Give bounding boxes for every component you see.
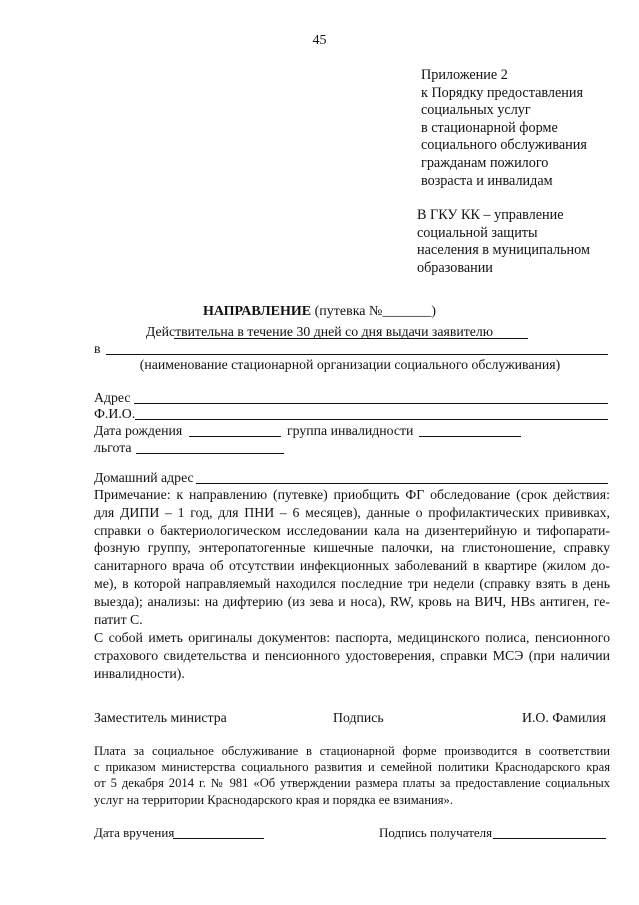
- delivery-date-label: Дата вручения: [94, 825, 175, 840]
- fee-line: услуг на территории Краснодарского края и порядка ее взимания».: [94, 792, 453, 807]
- voucher-number: (путевка №_______): [311, 304, 437, 319]
- organization-field[interactable]: [106, 354, 608, 355]
- fio-field[interactable]: [135, 419, 608, 420]
- appendix-line: в стационарной форме: [421, 119, 558, 136]
- note-line: справки о бактериологическом исследовании кала на дизентерийную и тифопарати-: [94, 522, 610, 538]
- signature-label: Подпись: [333, 710, 384, 725]
- address-label: Адрес: [94, 390, 131, 405]
- addressee-line: В ГКУ КК – управление: [417, 207, 564, 223]
- note-line: Примечание: к направлению (путевке) приобщить ФГ обследование (срок действия:: [94, 487, 610, 502]
- page-number: 45: [312, 33, 327, 48]
- document-title: [0, 303, 639, 320]
- benefit-field[interactable]: [136, 453, 284, 454]
- note-line: выезда); анализы: на дифтерию (из зева и носа), RW, кровь на ВИЧ, HBs антиген, ге-: [94, 593, 610, 609]
- documents-line: инвалидности).: [94, 665, 185, 681]
- documents-paragraph: [94, 629, 610, 682]
- validity-line: Действительна в течение 30 дней со дня выдачи заявителю: [145, 324, 494, 339]
- appendix-line: социальных услуг: [421, 102, 531, 119]
- recipient-sign-label: Подпись получателя: [379, 825, 493, 840]
- appendix-line: социального обслуживания: [421, 137, 587, 154]
- note-line: для ДИПИ – 1 год, для ПНИ – 6 месяцев), данные о профилактических прививках,: [94, 504, 610, 520]
- addressee-line: социальной защиты: [417, 224, 538, 241]
- note-line: ме), в которой направляемый находился последние три недели (справку взять в день: [94, 575, 610, 591]
- appendix-line: к Порядку предоставления: [421, 84, 583, 101]
- appendix-line: гражданам пожилого: [421, 154, 549, 171]
- fee-line: от 5 декабря 2014 г. № 981 «Об утверждении размера платы за предоставление социальных: [94, 776, 610, 791]
- appendix-line: Приложение 2: [421, 67, 508, 83]
- addressee-block: [417, 207, 632, 277]
- disability-group-label: группа инвалидности: [287, 423, 414, 438]
- appendix-line: возраста и инвалидам: [421, 172, 553, 189]
- note-paragraph: [94, 486, 610, 628]
- organization-caption: (наименование стационарной организации социального обслуживания): [139, 357, 561, 372]
- signatory-name: И.О. Фамилия: [522, 710, 607, 725]
- delivery-date-field[interactable]: [173, 838, 264, 839]
- signatory-position: Заместитель министра: [94, 710, 227, 725]
- appendix-heading: [421, 67, 631, 190]
- birth-date-label: Дата рождения: [94, 423, 183, 438]
- note-line: фозную группу, энтеропатогенные кишечные палочки, на глистоношение, справку: [94, 540, 610, 556]
- validity-underline: [174, 338, 528, 339]
- note-line: патит С.: [94, 611, 143, 627]
- recipient-sign-field[interactable]: [493, 838, 606, 839]
- birth-date-field[interactable]: [189, 436, 281, 437]
- title-main: НАПРАВЛЕНИЕ: [202, 304, 312, 319]
- fee-line: с приказом министерства социального развития и семейной политики Краснодарского края: [94, 760, 610, 775]
- documents-line: страхового свидетельства и пенсионного удостоверения, справки МСЭ (при наличии: [94, 647, 610, 663]
- documents-line: С собой иметь оригиналы документов: паспорта, медицинского полиса, пенсионного: [94, 630, 610, 645]
- addressee-line: образовании: [417, 259, 493, 276]
- fee-paragraph: [94, 743, 610, 808]
- addressee-line: населения в муниципальном: [417, 242, 590, 259]
- home-address-field[interactable]: [196, 483, 608, 484]
- fee-line: Плата за социальное обслуживание в стационарной форме производится в соответствии: [94, 744, 610, 758]
- disability-group-field[interactable]: [419, 436, 521, 437]
- benefit-label: льгота: [94, 440, 132, 455]
- fio-label: Ф.И.О.: [94, 406, 136, 421]
- address-field[interactable]: [134, 403, 608, 404]
- to-prefix: в: [94, 341, 101, 356]
- note-line: санитарного врача об отсутствии инфекционных заболеваний в квартире (жилом до-: [94, 558, 610, 574]
- home-address-label: Домашний адрес: [94, 470, 194, 485]
